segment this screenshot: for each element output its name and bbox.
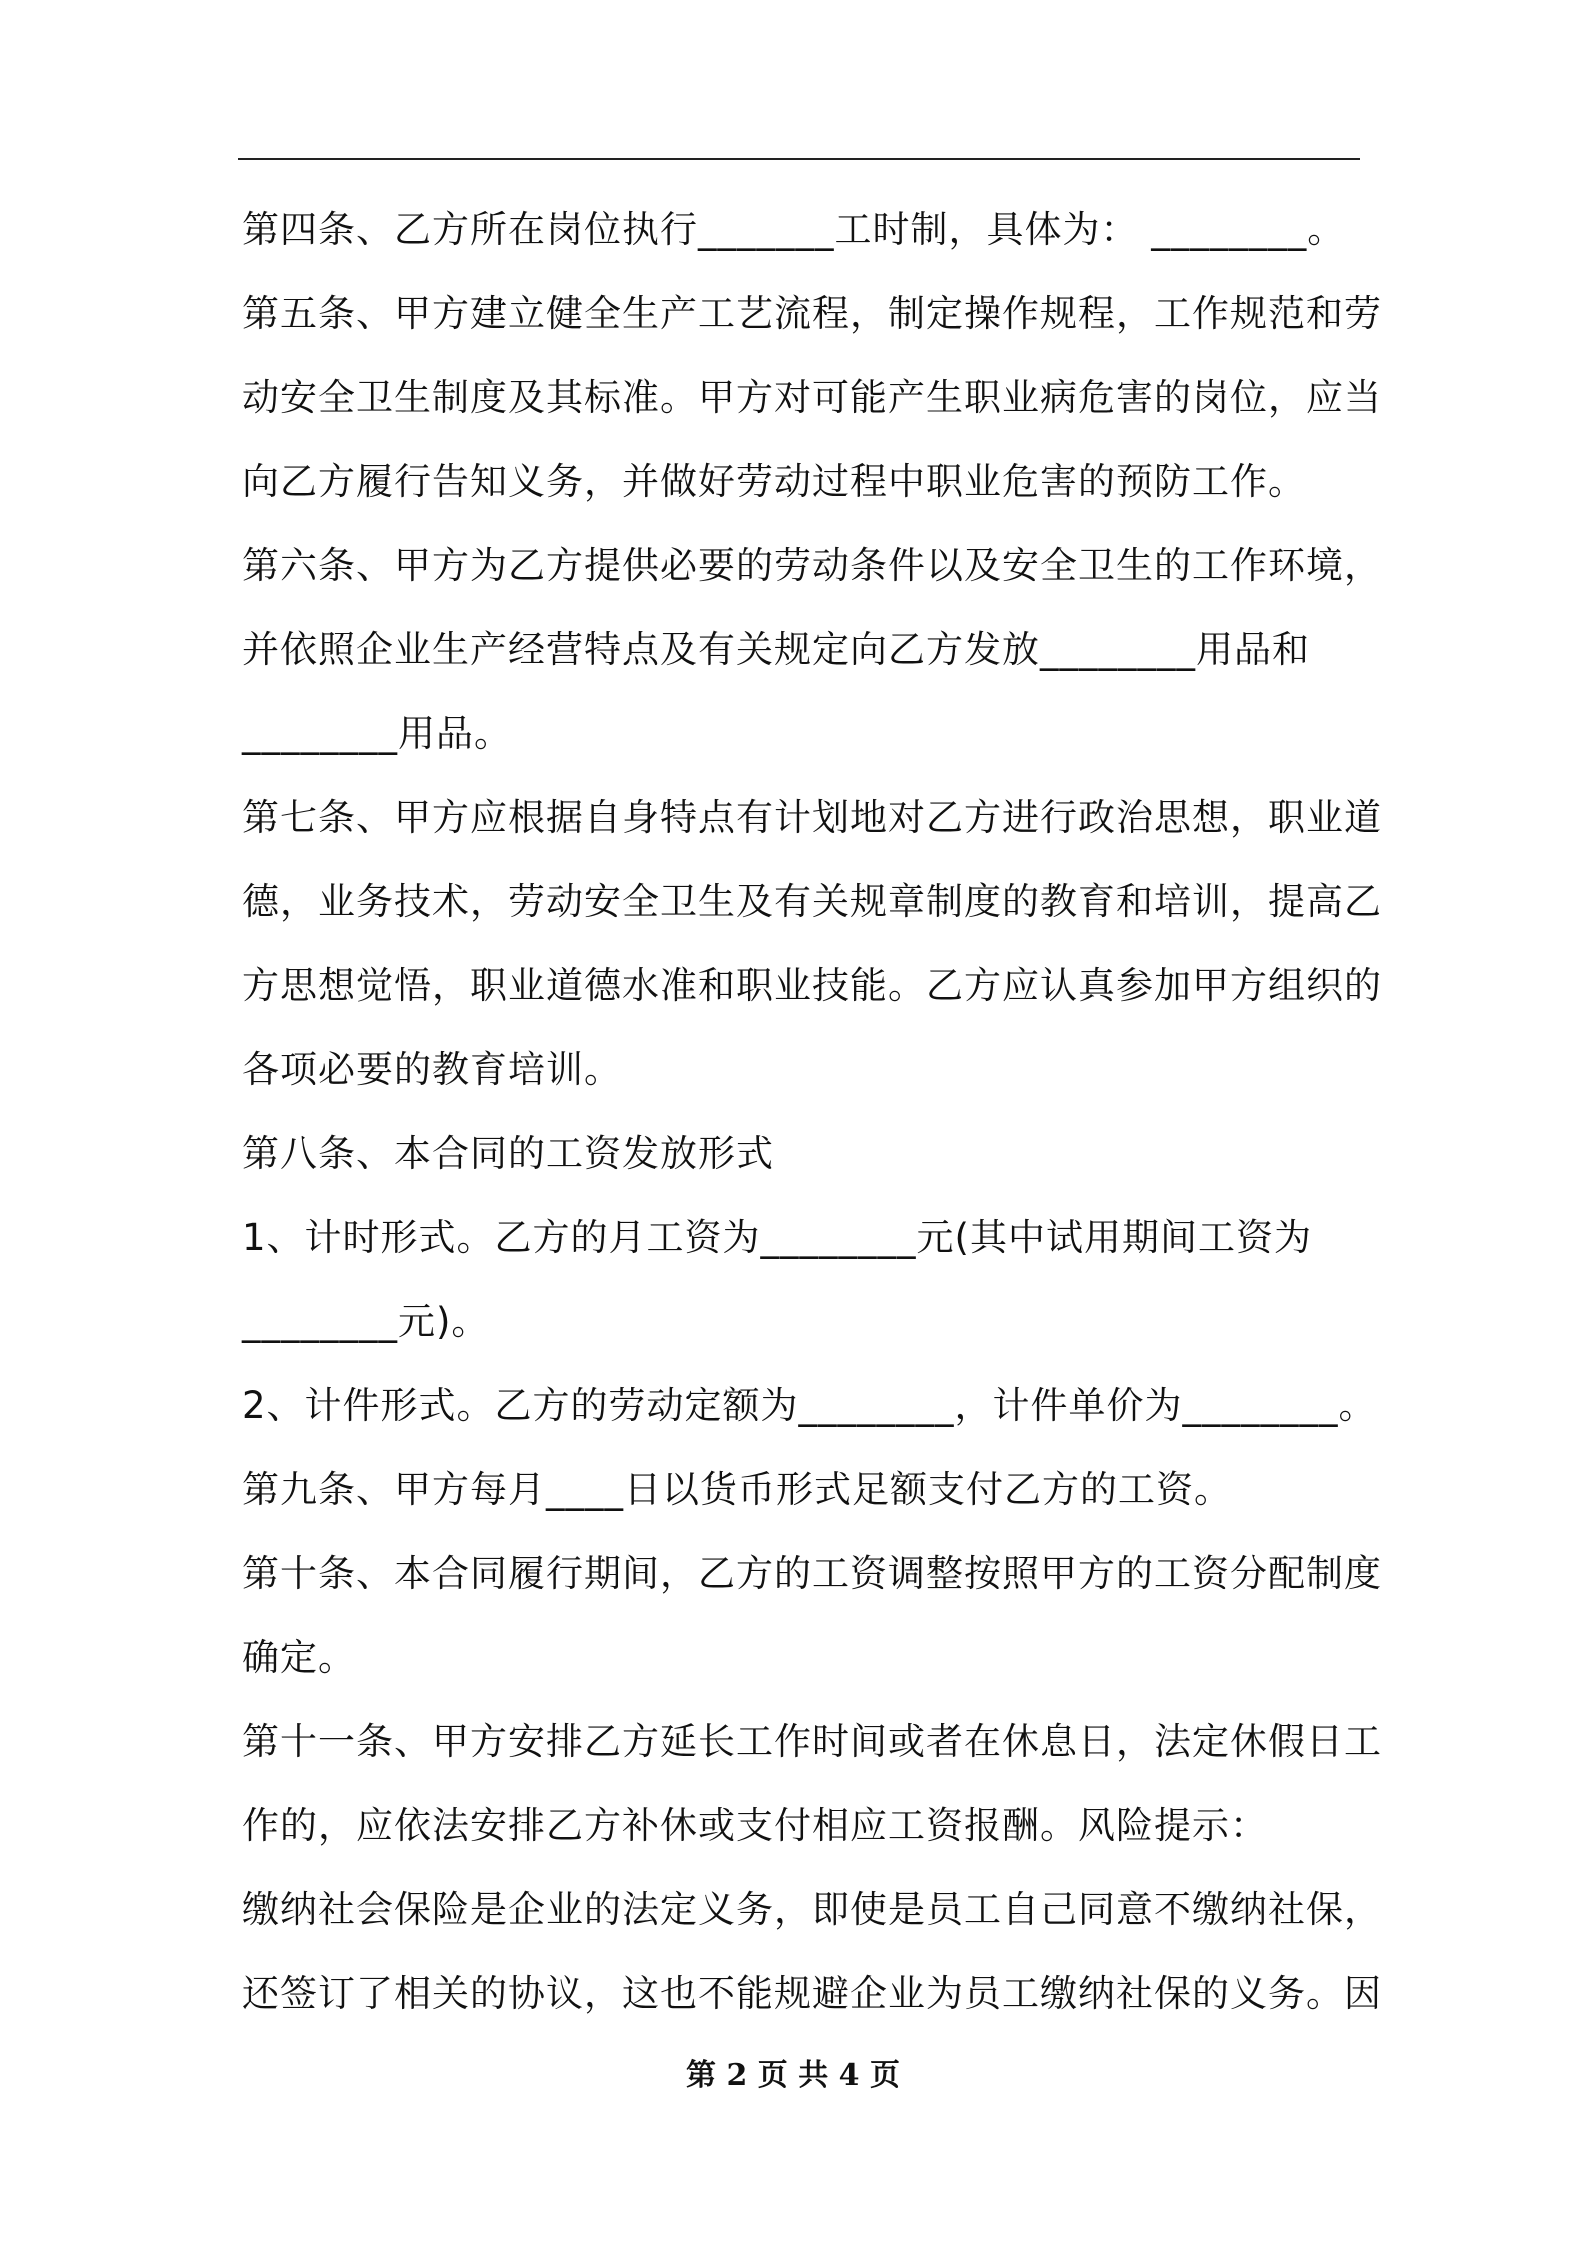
text-line: 还签订了相关的协议，这也不能规避企业为员工缴纳社保的义务。因 bbox=[242, 1972, 1382, 2015]
page-number: 第 2 页 共 4 页 bbox=[686, 2058, 900, 2093]
text-line: 作的，应依法安排乙方补休或支付相应工资报酬。风险提示： bbox=[242, 1804, 1268, 1847]
text-line: 第七条、甲方应根据自身特点有计划地对乙方进行政治思想，职业道 bbox=[242, 796, 1382, 839]
text-line: 动安全卫生制度及其标准。甲方对可能产生职业病危害的岗位，应当 bbox=[242, 376, 1382, 419]
text-line: ________用品。 bbox=[242, 712, 512, 755]
text-line: 第五条、甲方建立健全生产工艺流程，制定操作规程，工作规范和劳 bbox=[242, 292, 1382, 335]
text-line: 各项必要的教育培训。 bbox=[242, 1048, 622, 1091]
text-line: 并依照企业生产经营特点及有关规定向乙方发放________用品和 bbox=[242, 628, 1310, 671]
text-line: 第九条、甲方每月____日以货币形式足额支付乙方的工资。 bbox=[242, 1468, 1232, 1511]
text-line: ________元)。 bbox=[242, 1300, 490, 1343]
text-line: 第六条、甲方为乙方提供必要的劳动条件以及安全卫生的工作环境， bbox=[242, 544, 1382, 587]
text-line: 第八条、本合同的工资发放形式 bbox=[242, 1132, 774, 1175]
header-divider bbox=[238, 158, 1360, 160]
text-line: 1、计时形式。乙方的月工资为________元(其中试用期间工资为 bbox=[242, 1216, 1312, 1259]
text-line: 方思想觉悟，职业道德水准和职业技能。乙方应认真参加甲方组织的 bbox=[242, 964, 1382, 1007]
document-body bbox=[242, 188, 1382, 2036]
text-line: 向乙方履行告知义务，并做好劳动过程中职业危害的预防工作。 bbox=[242, 460, 1306, 503]
text-line: 确定。 bbox=[242, 1636, 356, 1679]
text-line: 德，业务技术，劳动安全卫生及有关规章制度的教育和培训，提高乙 bbox=[242, 880, 1382, 923]
text-line: 缴纳社会保险是企业的法定义务，即使是员工自己同意不缴纳社保， bbox=[242, 1888, 1382, 1931]
text-line: 第十一条、甲方安排乙方延长工作时间或者在休息日，法定休假日工 bbox=[242, 1720, 1382, 1763]
text-line: 第十条、本合同履行期间，乙方的工资调整按照甲方的工资分配制度 bbox=[242, 1552, 1382, 1595]
text-line: 2、计件形式。乙方的劳动定额为________，计件单价为________。 bbox=[242, 1384, 1377, 1427]
text-line: 第四条、乙方所在岗位执行_______工时制，具体为： ________。 bbox=[242, 208, 1346, 251]
